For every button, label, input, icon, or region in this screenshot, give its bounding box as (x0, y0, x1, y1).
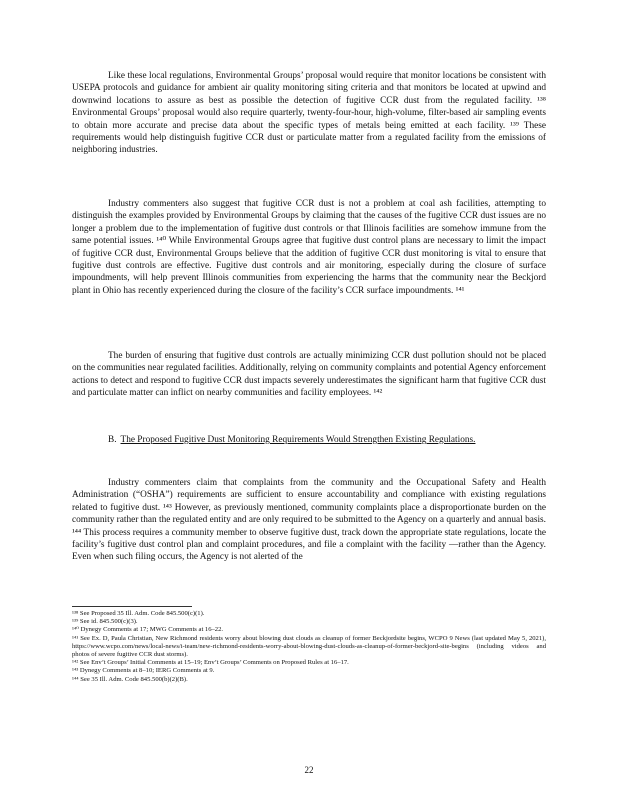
footnote-139: ¹³⁹ See id. 845.500(c)(3). (72, 618, 138, 626)
page-number: 22 (304, 765, 314, 775)
footnote-138: ¹³⁸ See Proposed 35 Ill. Adm. Code 845.500(c)(1). (72, 610, 205, 617)
footnote-divider (72, 606, 192, 607)
footnote-140: ¹⁴⁰ Dynegy Comments at 17; MWG Comments at 16–22. (72, 626, 224, 634)
section-heading (108, 434, 508, 446)
footnote-141: ¹⁴¹ See Ex. D, Paula Christian, New Richmond residents worry about blowing dust clouds as cleanup of former Beckjordsite begins, WCPO 9 News (last updated May 5, 2021), https://www.wcpo.com/news/local-news/i-team/new-richmond-residents-worry-about-blowing-dust-clouds-as-cleanup-of-former-beckjord-site-begins (including videos and photos of severe fugitive CCR dust storms). (72, 634, 546, 659)
section-heading-text: The Proposed Fugitive Dust Monitoring Requirements Would Strengthen Existing Regulations. (120, 435, 476, 445)
section-heading-letter: B. (108, 435, 117, 445)
footnote-144: ¹⁴⁴ See 35 Ill. Adm. Code 845.500(b)(2)(B). (72, 675, 188, 683)
paragraph-local-regulations: Like these local regulations, Environmental Groups’ proposal would require that monitor locations be consistent with USEPA protocols and guidance for ambient air quality monitoring siting criteria and that monitors be located at upwind and downwind locations to assure as best as possible the detection of fugitive CCR dust from the regulated facility. ¹³⁸ Environmental Groups’ proposal would also require quarterly, twenty-four-hour, high-volume, filter-based air sampling events to obtain more accurate and precise data about the specific types of metals being emitted at each facility. ¹³⁹ These requirements would help distinguish fugitive CCR dust or particulate matter from a regulated facility from the emissions of neighboring industries. (72, 71, 546, 156)
paragraph-burden: The burden of ensuring that fugitive dust controls are actually minimizing CCR dust pollution should not be placed on the communities near regulated facilities. Additionally, relying on community complaints and potential Agency enforcement actions to detect and respond to fugitive CCR dust impacts severely underestimates the significant harm that fugitive CCR dust and particulate matter can inflict on nearby communities and facility employees. ¹⁴² (72, 351, 546, 399)
footnotes (72, 610, 546, 684)
paragraph-industry-commenters-dust: Industry commenters also suggest that fugitive CCR dust is not a problem at coal ash facilities, attempting to distinguish the examples provided by Environmental Groups by claiming that the causes of the fugitive CCR dust issues are no longer a problem due to the implementation of fugitive dust controls or that Illinois facilities are somehow immune from the same potential issues. ¹⁴⁰ While Environmental Groups agree that fugitive dust control plans are necessary to limit the impact of fugitive CCR dust, Environmental Groups believe that the addition of fugitive CCR dust monitoring is vital to ensure that fugitive dust controls are effective. Fugitive dust controls and air monitoring, especially during the closure of surface impoundments, will help prevent Illinois communities from experiencing the harms that the community near the Beckjord plant in Ohio has recently experienced during the closure of the facility’s CCR surface impoundments. ¹⁴¹ (72, 199, 546, 296)
paragraph-osha-complaints: Industry commenters claim that complaints from the community and the Occupational Safety and Health Administration (“OSHA”) requirements are sufficient to ensure accountability and compliance with existing regulations related to fugitive dust. ¹⁴³ However, as previously mentioned, community complaints place a disproportionate burden on the community rather than the regulated entity and are only required to be submitted to the Agency on a quarterly and annual basis. ¹⁴⁴ This process requires a community member to observe fugitive dust, track down the appropriate state regulations, locate the facility’s fugitive dust control plan and complaint procedures, and file a complaint with the facility —rather than the Agency. Even when such filing occurs, the Agency is not alerted of the (72, 478, 546, 563)
footnote-142: ¹⁴² See Env’t Groups’ Initial Comments at 15–19; Env’t Groups’ Comments on Proposed Rules at 16–17. (72, 659, 349, 667)
footnote-143: ¹⁴³ Dynegy Comments at 8–10; IERG Comments at 9. (72, 667, 215, 675)
